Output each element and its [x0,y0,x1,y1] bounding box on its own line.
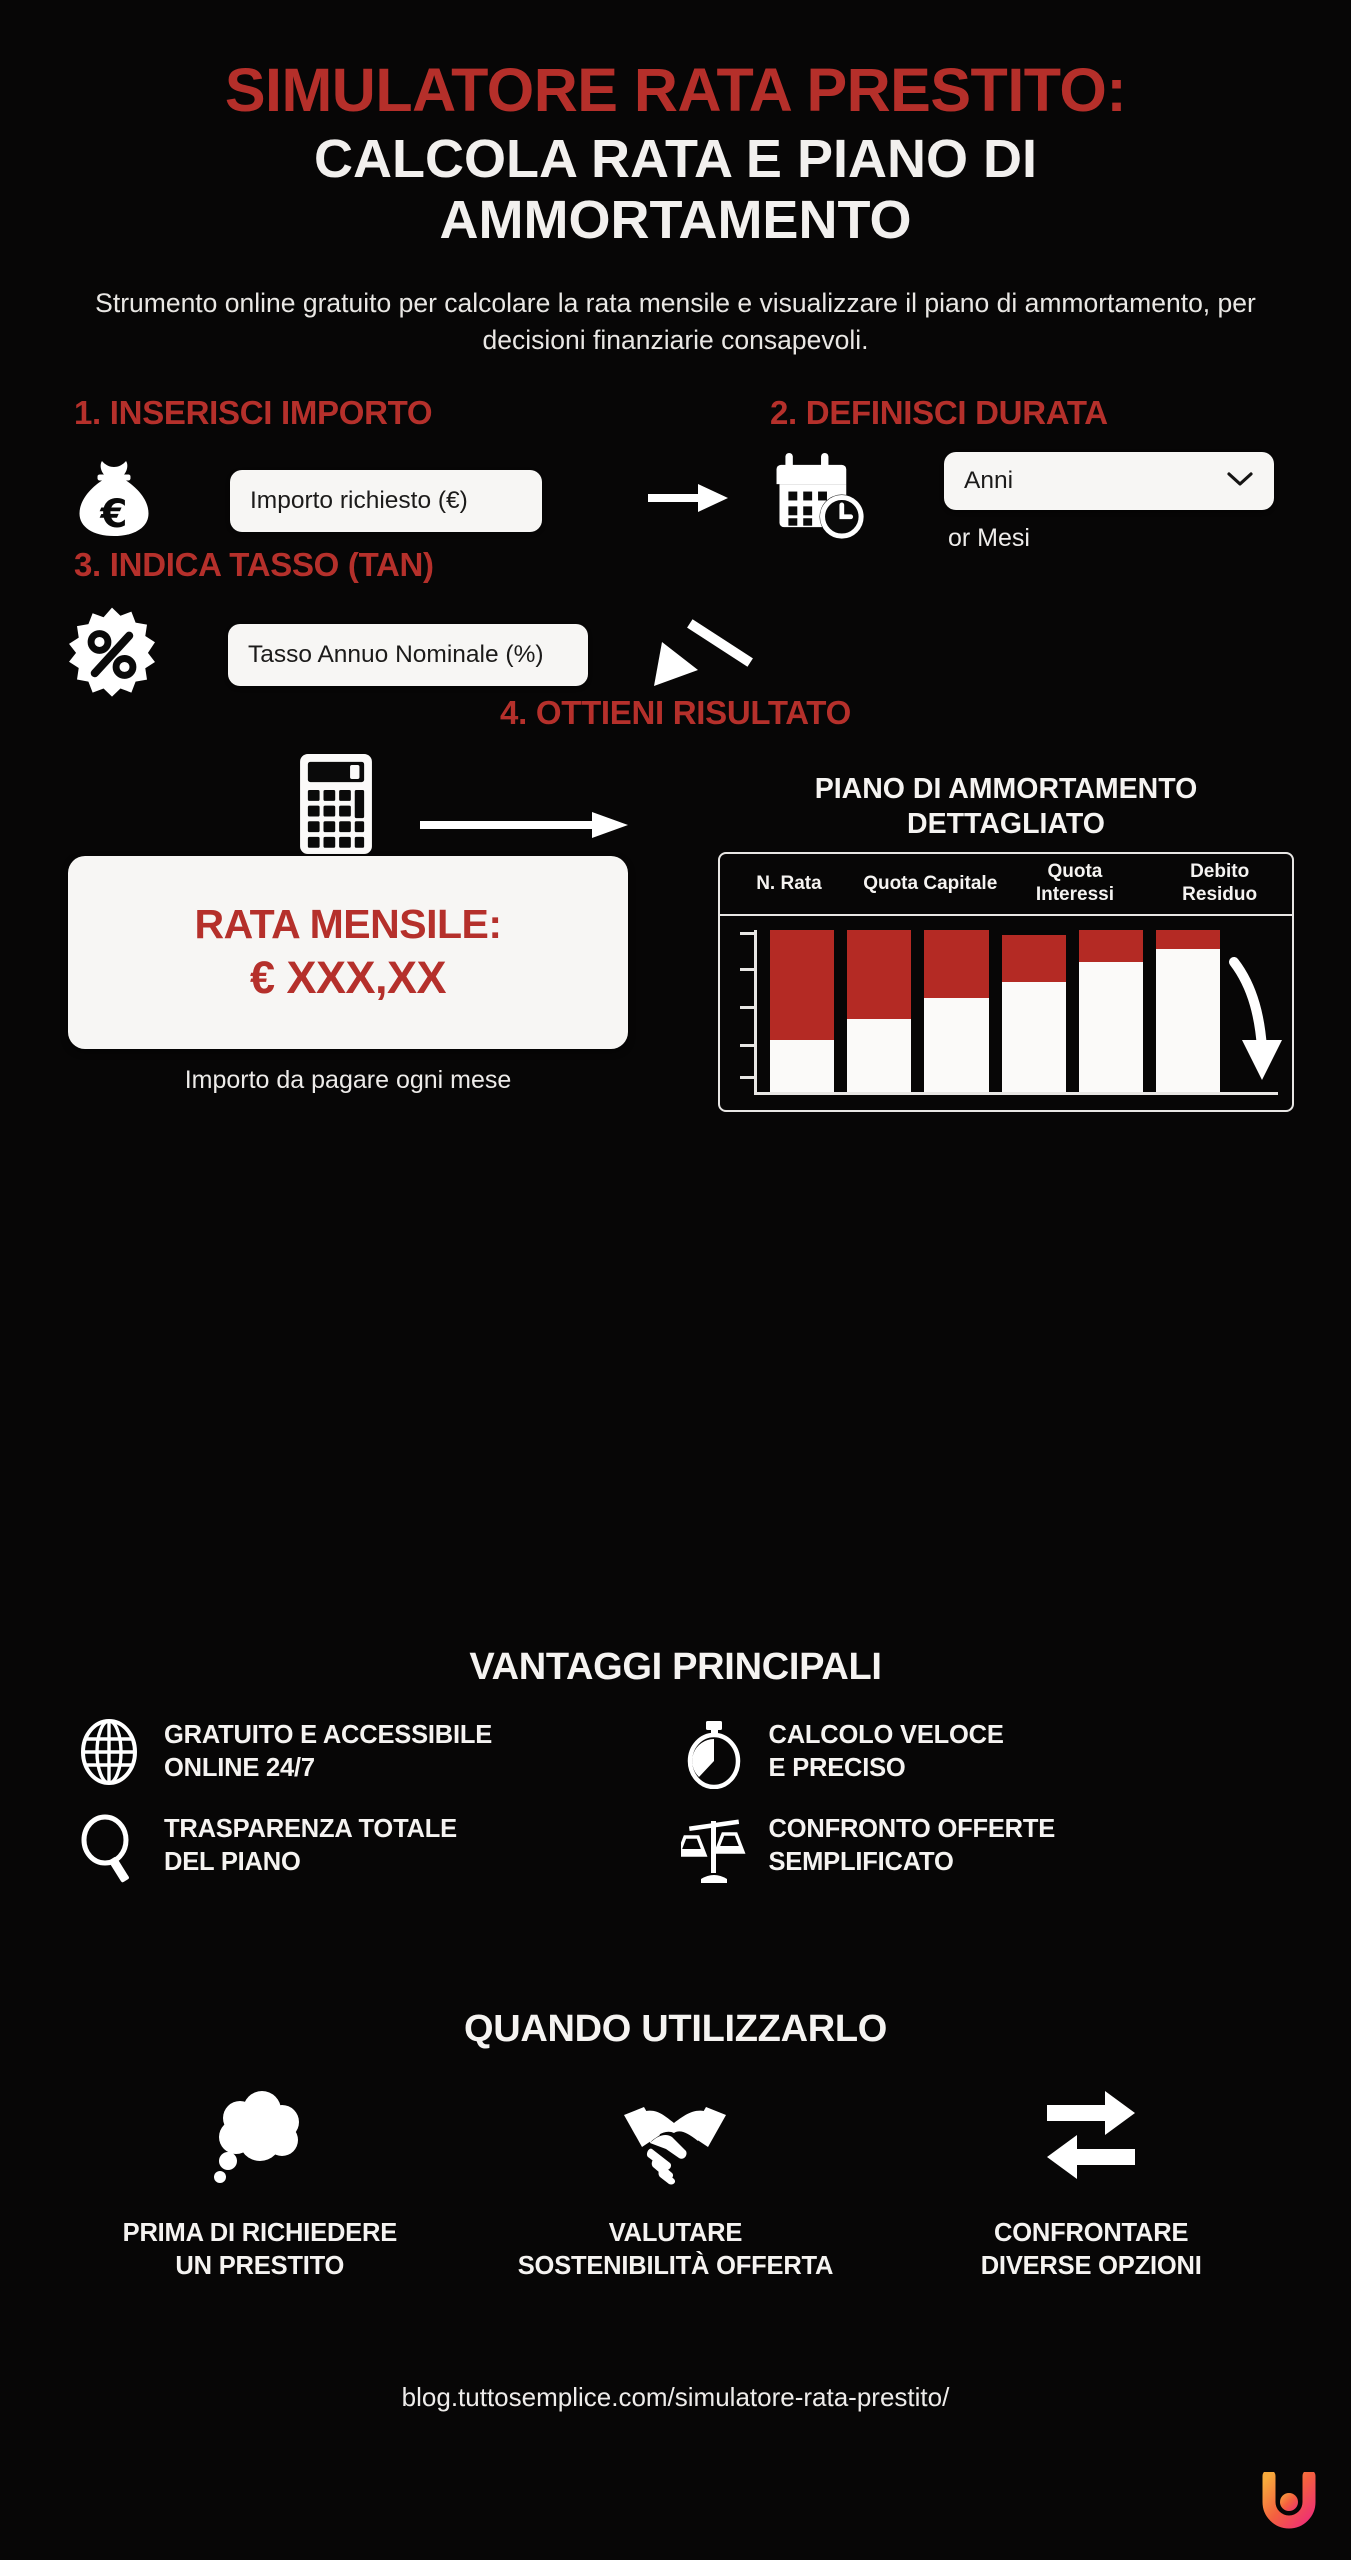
benefit-text [769,1719,1004,1785]
calculator-icon [300,754,372,859]
chart-bar-segment-capitale [1002,982,1066,1092]
step-3-title: 3. INDICA TASSO (TAN) [74,545,434,583]
calendar-clock-icon [776,450,872,547]
benefit-line-2: E PRECISO [768,1754,906,1783]
step-2-title: 2. DEFINISCI DURATA [770,393,1108,431]
durata-hint: or Mesi [948,523,1030,552]
step-1-title: 1. INSERISCI IMPORTO [74,393,433,431]
arrow-right-icon [646,478,732,523]
amortization-table-header [720,854,1292,916]
chart-bars [770,930,1220,1092]
magnifier-icon [76,1813,142,1879]
column-header-debito-residuo: Debito Residuo [1182,861,1258,905]
chart-y-tick [740,1006,755,1009]
chart-bar-segment-interessi [1002,935,1066,982]
chart-bar [770,930,834,1092]
chart-y-tick [740,1076,755,1079]
chart-bar [1079,930,1143,1092]
usecase-text [981,2217,1202,2283]
chart-bar [1002,930,1066,1092]
svg-text:€: € [100,491,128,537]
thought-bubble-icon [204,2085,316,2193]
amortization-title: PIANO DI AMMORTAMENTO DETTAGLIATO [814,772,1198,840]
amortization-panel [718,852,1294,1112]
result-caption: Importo da pagare ogni mese [184,1065,512,1094]
usecase-line-2: UN PRESTITO [175,2252,345,2281]
chart-bar-segment-capitale [770,1040,834,1092]
chart-bar-segment-interessi [1079,930,1143,962]
usecase-line-2: SOSTENIBILITÀ OFFERTA [517,2252,834,2281]
chart-bar-segment-capitale [924,998,988,1092]
u-brand-logo [1261,2472,1317,2534]
chart-y-axis [754,930,757,1095]
importo-field-placeholder: Importo richiesto (€) [250,486,468,514]
header [0,0,1351,360]
page-title-sub: CALCOLA RATA E PIANO DI AMMORTAMENTO [314,128,1037,250]
chart-y-tick [740,968,755,971]
globe-icon [76,1719,142,1785]
benefits-heading: VANTAGGI PRINCIPALI [469,1646,882,1688]
usecase-item [887,2085,1295,2283]
benefits-grid [0,1689,1351,1880]
column-header-n-rata: N. Rata [756,872,822,894]
usecase-line-1: PRIMA DI RICHIEDERE [122,2219,397,2247]
result-label: RATA MENSILE: [194,900,502,947]
handshake-icon [616,2085,734,2193]
money-bag-euro-icon [66,452,162,553]
benefit-line-2: SEMPLIFICATO [768,1848,954,1877]
exchange-arrows-icon [1043,2085,1139,2193]
chevron-down-icon [1226,467,1254,495]
column-header-quota-capitale: Quota Capitale [863,872,998,894]
durata-select[interactable] [944,452,1274,510]
benefit-line-2: ONLINE 24/7 [164,1754,315,1783]
chart-bar [924,930,988,1092]
chart-bar-segment-capitale [1079,962,1143,1092]
chart-y-tick [740,932,755,935]
benefit-item [681,1813,1276,1879]
usecases-section [0,2008,1351,2283]
chart-bar-segment-capitale [1156,949,1220,1092]
durata-select-value: Anni [964,466,1014,494]
intro-paragraph: Strumento online gratuito per calcolare la rata mensile e visualizzare il piano di ammortamento, per decisioni finanziarie consapevoli. [95,287,1256,356]
benefit-item [76,1719,671,1785]
arrow-right-long-icon [420,809,630,848]
usecase-item [56,2085,464,2283]
curved-down-arrow-icon [1224,954,1286,1089]
chart-bar-segment-interessi [1156,930,1220,949]
footer [0,2382,1351,2413]
chart-y-tick [740,1044,755,1047]
chart-bar-segment-interessi [847,930,911,1019]
usecases-heading: QUANDO UTILIZZARLO [463,2008,888,2050]
benefit-item [681,1719,1276,1785]
chart-x-axis [754,1092,1278,1095]
column-header-quota-interessi: Quota Interessi [1035,861,1114,905]
benefit-line-1: CONFRONTO OFFERTE [768,1815,1056,1844]
chart-bar-segment-interessi [924,930,988,998]
tasso-field[interactable] [228,624,588,686]
stopwatch-icon [681,1719,747,1785]
benefit-text [164,1813,457,1879]
result-card [68,856,628,1049]
benefit-text [769,1813,1056,1879]
scales-icon [681,1813,747,1879]
usecase-text [518,2217,833,2283]
benefit-line-2: DEL PIANO [164,1848,301,1877]
chart-bar [1156,930,1220,1092]
usecase-line-1: CONFRONTARE [994,2219,1189,2247]
step-4-title: 4. OTTIENI RISULTATO [500,693,851,731]
page-title-main: SIMULATORE RATA PRESTITO: [224,56,1127,124]
chart-bar-segment-interessi [770,930,834,1040]
benefits-section [0,1646,1351,1880]
amortization-bar-chart [720,916,1292,1111]
benefit-item [76,1813,671,1879]
importo-field[interactable] [230,470,542,532]
benefit-text [164,1719,492,1785]
usecase-line-1: VALUTARE [608,2219,743,2247]
footer-url[interactable]: blog.tuttosemplice.com/simulatore-rata-prestito/ [401,2382,950,2412]
usecases-grid [0,2051,1351,2283]
arrow-down-left-icon [650,608,758,699]
benefit-line-1: TRASPARENZA TOTALE [164,1815,457,1844]
usecase-line-2: DIVERSE OPZIONI [980,2252,1202,2281]
chart-bar-segment-capitale [847,1019,911,1092]
usecase-item [472,2085,880,2283]
result-value: € XXX,XX [249,951,447,1003]
tasso-field-placeholder: Tasso Annuo Nominale (%) [248,640,544,668]
benefit-line-1: GRATUITO E ACCESSIBILE [164,1721,493,1749]
chart-bar [847,930,911,1092]
benefit-line-1: CALCOLO VELOCE [768,1721,1004,1749]
usecase-text [123,2217,397,2283]
